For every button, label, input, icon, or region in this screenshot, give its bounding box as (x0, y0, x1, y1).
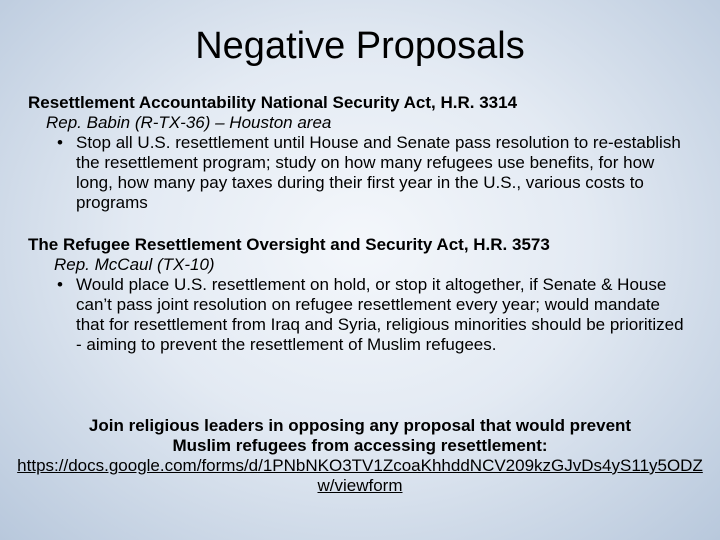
call-to-action (10, 416, 710, 496)
call-to-action-text: Join religious leaders in opposing any proposal that would prevent Muslim refugees from accessing resettlement: (88, 416, 632, 455)
bill-title: Resettlement Accountability National Security Act, H.R. 3314 (28, 93, 518, 112)
bill-summary-text: Would place U.S. resettlement on hold, or stop it altogether, if Senate & House can’t pass joint resolution on refugee resettlement every year; would mandate that for resettlement from Iraq and Syria, religious minorities should be prioritized - aiming to prevent the resettlement of Muslim refugees. (76, 275, 684, 354)
proposal-hr-3314 (28, 93, 700, 213)
petition-form-link[interactable]: https://docs.google.com/forms/d/1PNbNKO3TV1ZcoaKhhddNCV209kzGJvDs4yS11y5ODZw/viewform (17, 456, 703, 495)
bill-summary-text: Stop all U.S. resettlement until House and Senate pass resolution to re-establish the resettlement program; study on how many refugees use benefits, for how long, how many pay taxes during their first year in the U.S., various costs to programs (76, 133, 681, 212)
bill-sponsor: Rep. McCaul (TX-10) (54, 255, 215, 274)
proposal-hr-3573 (28, 235, 700, 355)
bullet-icon: • (57, 133, 63, 152)
bill-summary-bullet (28, 275, 700, 355)
slide-body (28, 93, 700, 355)
bill-sponsor: Rep. Babin (R-TX-36) – Houston area (46, 113, 332, 132)
bill-title: The Refugee Resettlement Oversight and Security Act, H.R. 3573 (28, 235, 550, 254)
bill-summary-bullet (28, 133, 700, 213)
bullet-icon: • (57, 275, 63, 294)
slide-title: Negative Proposals (195, 25, 525, 67)
